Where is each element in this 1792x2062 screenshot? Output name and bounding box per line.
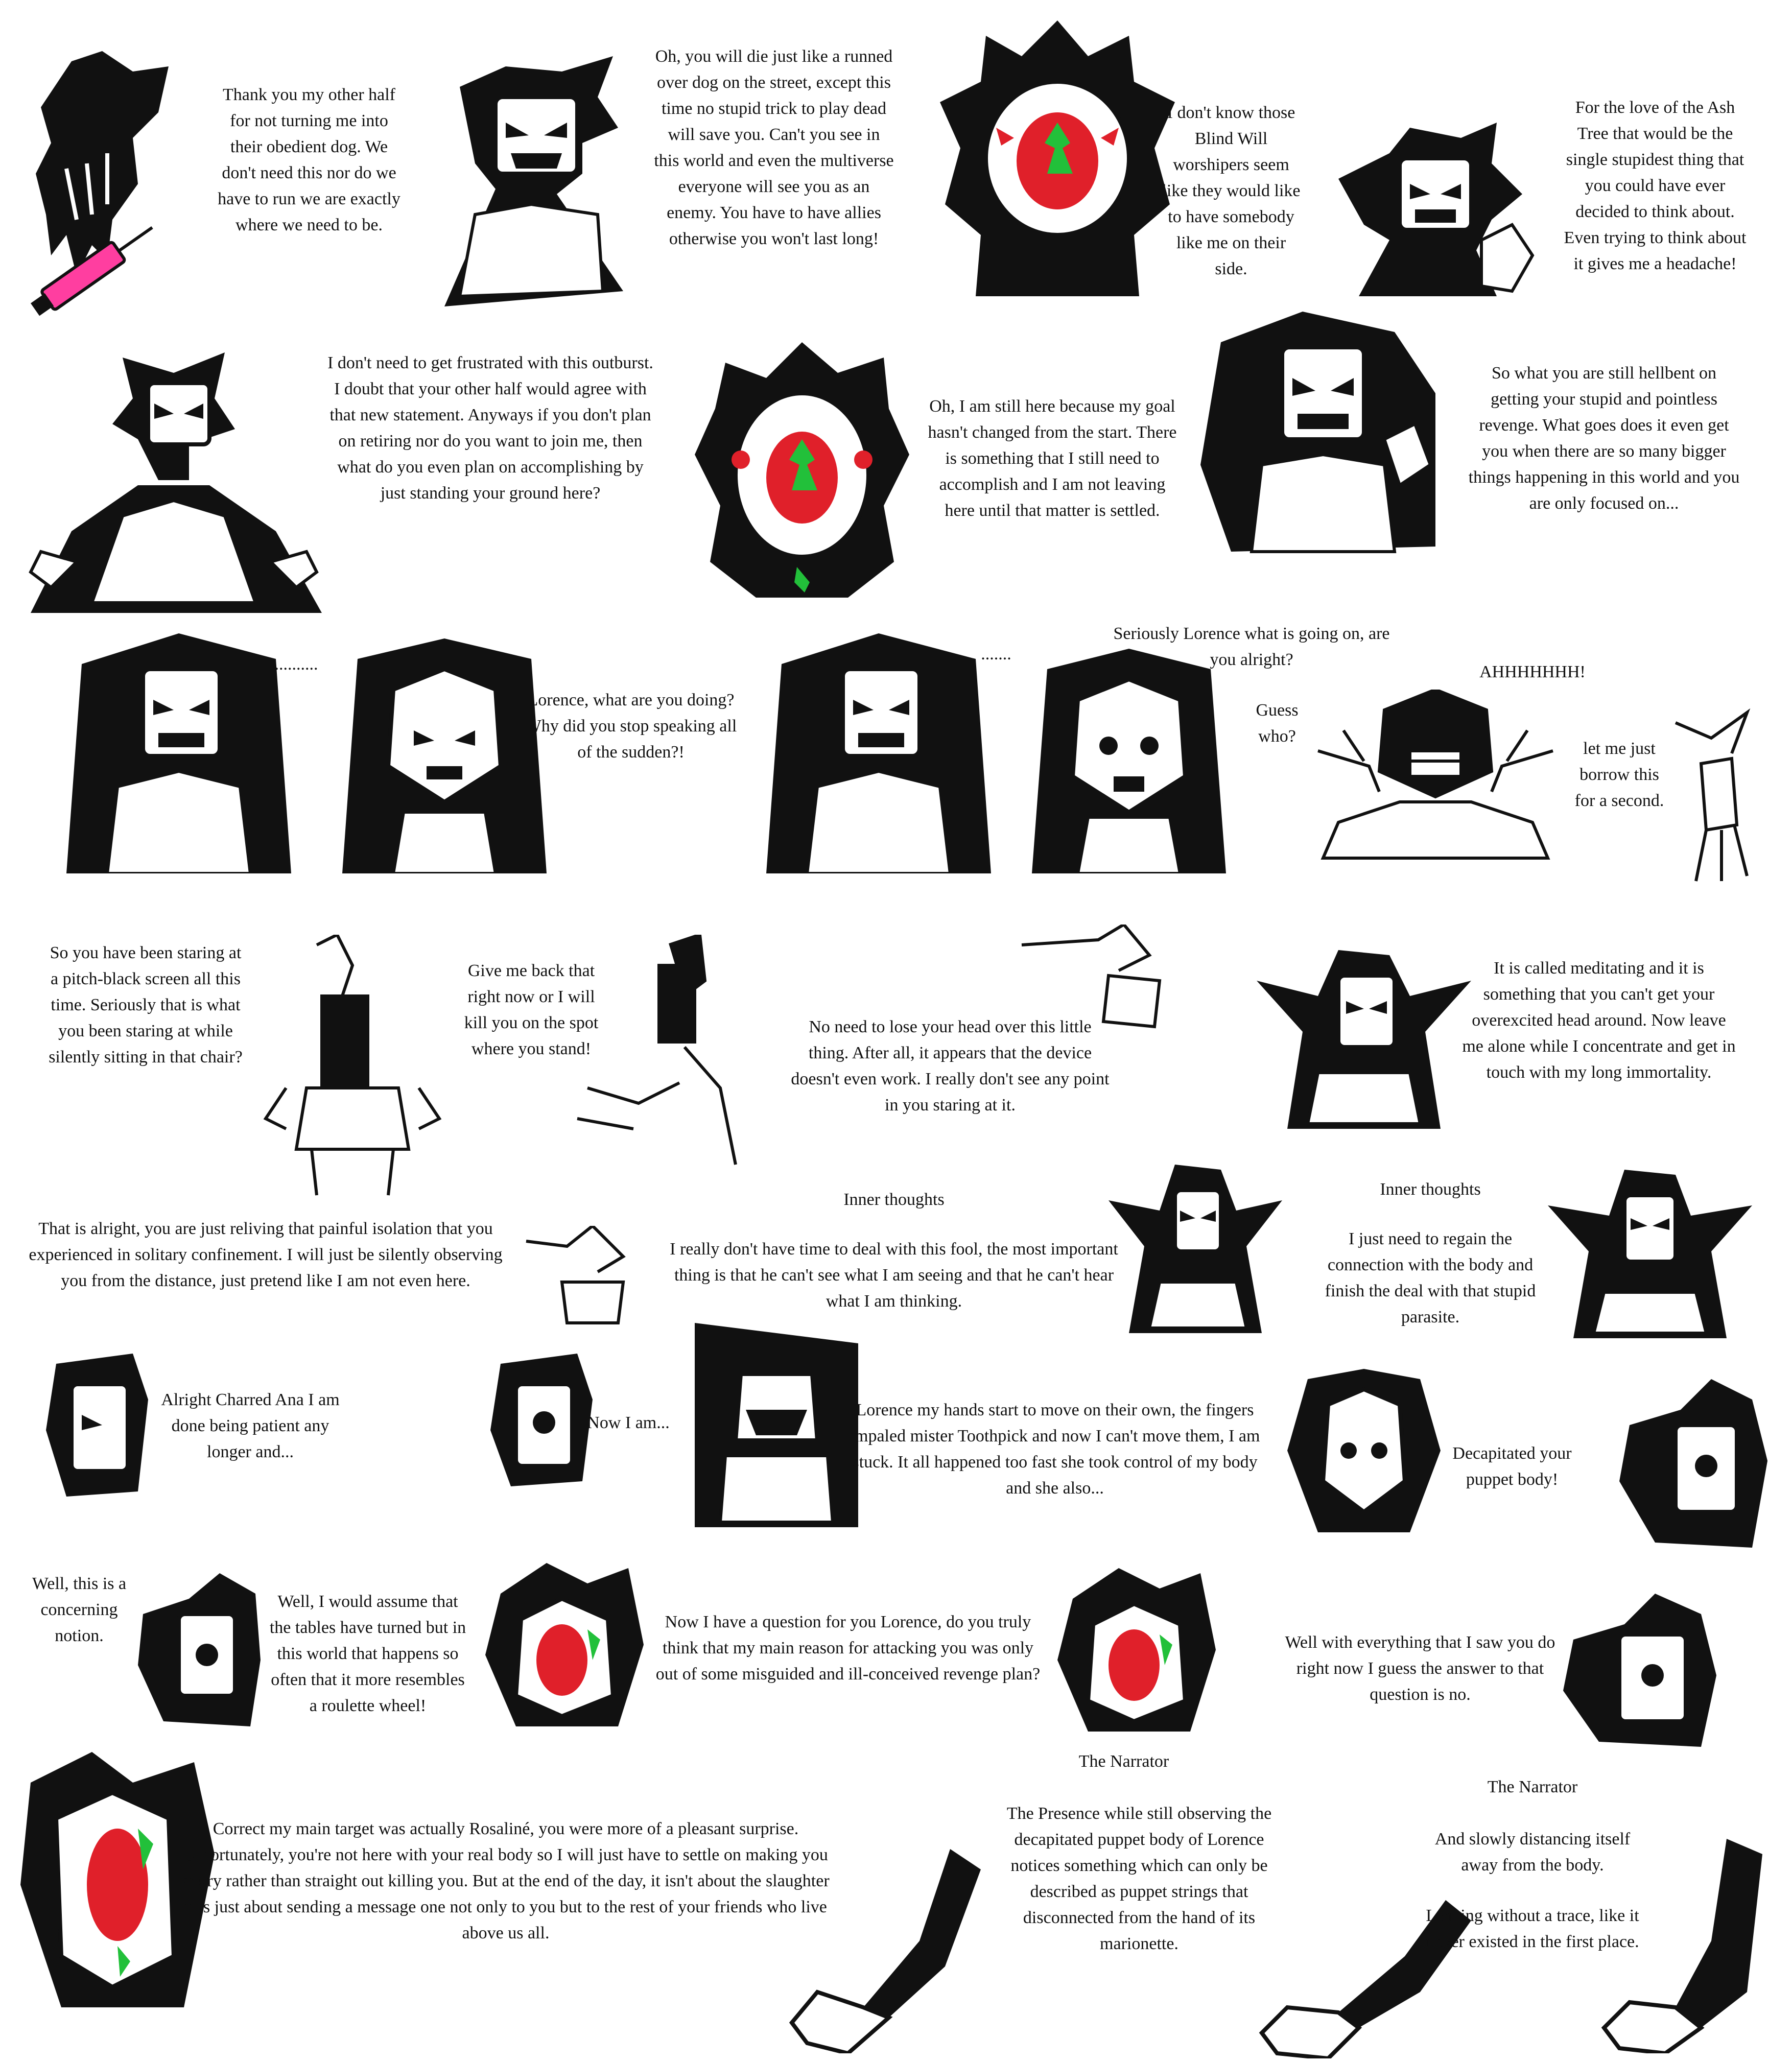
scream-text: AHHHHHHH! (1479, 662, 1586, 681)
lorence-arms-spread-illustration (20, 347, 327, 623)
struggling-character-sketch (1308, 690, 1563, 863)
dots-text: ....... (981, 645, 1011, 663)
dialogue-text: Alright Charred Ana I am done being patient any longer and... (161, 1390, 340, 1461)
dialogue-text: Well, this is a concerning notion. (32, 1574, 127, 1645)
dialogue-text: Well with everything that I saw you do right now I guess the answer to that question is no. (1285, 1633, 1555, 1704)
lorence-meditating-illustration (1257, 945, 1471, 1129)
outstretched-hand-sketch (567, 935, 782, 1170)
inner-thoughts-heading: Inner thoughts (843, 1190, 945, 1209)
lorence-mask-character-illustration (429, 51, 644, 312)
narration-text: And slowly distancing itself away from the body. (1434, 1830, 1631, 1875)
dialogue-text: I don't need to get frustrated with this outburst. I doubt that your other half would agree with that new statement. Anyways if you don't plan on retiring nor do you want to join me, then what do you even plan on accomplishing by just standing your ground here? (327, 353, 653, 503)
presence-monster-illustration (930, 20, 1185, 306)
floating-device-sketch (521, 1226, 639, 1328)
dialogue-text: Now I am... (587, 1413, 670, 1432)
lorence-meditating-illustration (1548, 1165, 1752, 1338)
rosaline-character-illustration (342, 638, 547, 873)
dialogue-text: Seriously Lorence what is going on, are you alright? (1113, 624, 1390, 669)
dialogue-text: Correct my main target was actually Rosaliné, you were more of a pleasant surprise. Unfortunately, you're not here with your real body so I will just have to settle on making you angry rather than straight out killing you. But at the end of the day, it isn't about the slaughter it is just about sending a message one not only to you but to the rest of your friends who live above us all. (182, 1819, 830, 1942)
narration-text: Leaving without a trace, like it never existed in the first place. (1426, 1906, 1639, 1951)
rosaline-character-illustration (1287, 1369, 1441, 1548)
dialogue-text: I just need to regain the connection with the body and finish the deal with that stupid parasite. (1325, 1229, 1536, 1326)
dialogue-text: I really don't have time to deal with this fool, the most important thing is that he can't see what I am seeing and that he can't hear what I am thinking. (670, 1240, 1118, 1311)
presence-claw-illustration (1057, 1568, 1216, 1732)
narrator-heading: The Narrator (1078, 1752, 1169, 1771)
rosaline-character-illustration (1032, 649, 1226, 873)
dialogue-text: I don't know those Blind Will worshipers seem like they would like to have somebody like me on their side. (1162, 103, 1301, 278)
floating-mask-head-illustration (138, 1573, 261, 1726)
dialogue-text: Oh, you will die just like a runned over dog on the street, except this time no stupid trick to play dead will save you. Can't you see in this world and even the multiverse everyone will see you as an enemy. You have to have allies otherwise you won't last long! (654, 47, 894, 248)
lorence-mask-character-illustration (766, 633, 991, 873)
floating-mask-head-illustration (1619, 1379, 1767, 1548)
lorence-mask-character-illustration (1328, 123, 1543, 306)
dialogue-text: For the love of the Ash Tree that would be the single stupidest thing that you could have ever decided to think about. Even trying to think about it gives me a headache! (1564, 98, 1747, 273)
lorence-mask-character-illustration (66, 633, 291, 873)
floating-mask-head-illustration (46, 1354, 148, 1497)
dialogue-text: Thank you my other half for not turning me into their obedient dog. We don't need this nor do we have to run we are exactly where we need to be. (218, 85, 400, 234)
dialogue-text: It is called meditating and it is something that you can't get your overexcited head around. Now leave me alone while I concentrate and get in touch with my long immortality. (1462, 959, 1736, 1082)
dialogue-text: Oh, I am still here because my goal hasn't changed from the start. There is something that I still need to accomplish and I am not leaving here until that matter is settled. (928, 397, 1177, 520)
dialogue-text: Lorence my hands start to move on their own, the fingers impaled mister Toothpick and now I can't move them, I am stuck. It all happened too fast she took control of my body and she also... (850, 1401, 1260, 1498)
presence-monster-illustration (695, 342, 909, 608)
broken-hand-with-syringe-illustration (31, 51, 179, 342)
dialogue-text: Lorence, what are you doing? Why did you stop speaking all of the sudden?! (525, 691, 737, 762)
dialogue-text: That is alright, you are just reliving that painful isolation that you experienced in solitary confinement. I will just be silently observing you from the distance, just pretend like I am not even here. (29, 1219, 503, 1290)
dialogue-text: let me just borrow this for a second. (1574, 739, 1664, 810)
inner-thoughts-heading: Inner thoughts (1380, 1180, 1481, 1199)
floating-mask-head-illustration (1563, 1594, 1716, 1747)
severed-arm-illustration (1589, 1839, 1762, 2053)
narration-text: The Presence while still observing the decapitated puppet body of Lorence notices something which can only be described as puppet strings that disconnected from the hand of its marionette. (1006, 1804, 1272, 1953)
hand-holding-device-sketch (1665, 702, 1767, 886)
dialogue-text: No need to lose your head over this little thing. After all, it appears that the device doesn't even work. I really don't see any point in you staring at it. (791, 1017, 1110, 1115)
dialogue-text: Well, I would assume that the tables have turned but in this world that happens so often that it more resembles a roulette wheel! (269, 1592, 466, 1715)
dialogue-text: So what you are still hellbent on getting your stupid and pointless revenge. What goes does it even get you when there are so many bigger things happening in this world and you are only focused on... (1468, 364, 1740, 513)
dialogue-text: So you have been staring at a pitch-black screen all this time. Seriously that is what you been staring at while silently sitting in that chair? (49, 943, 243, 1066)
lorence-mask-character-illustration (1200, 312, 1446, 567)
lorence-meditating-illustration (1109, 1159, 1282, 1333)
character-in-chair-sketch (255, 935, 450, 1200)
narrator-heading: The Narrator (1487, 1777, 1578, 1796)
possessed-body-illustration (695, 1323, 858, 1527)
dialogue-text: Guess who? (1256, 701, 1299, 746)
dialogue-text: Now I have a question for you Lorence, do you truly think that my main reason for attacking you was only out of some misguided and ill-conceived revenge plan? (655, 1613, 1041, 1684)
dots-text: .......... (274, 655, 318, 674)
dialogue-text: Decapitated your puppet body! (1452, 1444, 1572, 1489)
severed-arm-illustration (787, 1849, 981, 2053)
dialogue-text: Give me back that right now or I will kill you on the spot where you stand! (464, 961, 599, 1058)
presence-claw-illustration (485, 1563, 644, 1726)
